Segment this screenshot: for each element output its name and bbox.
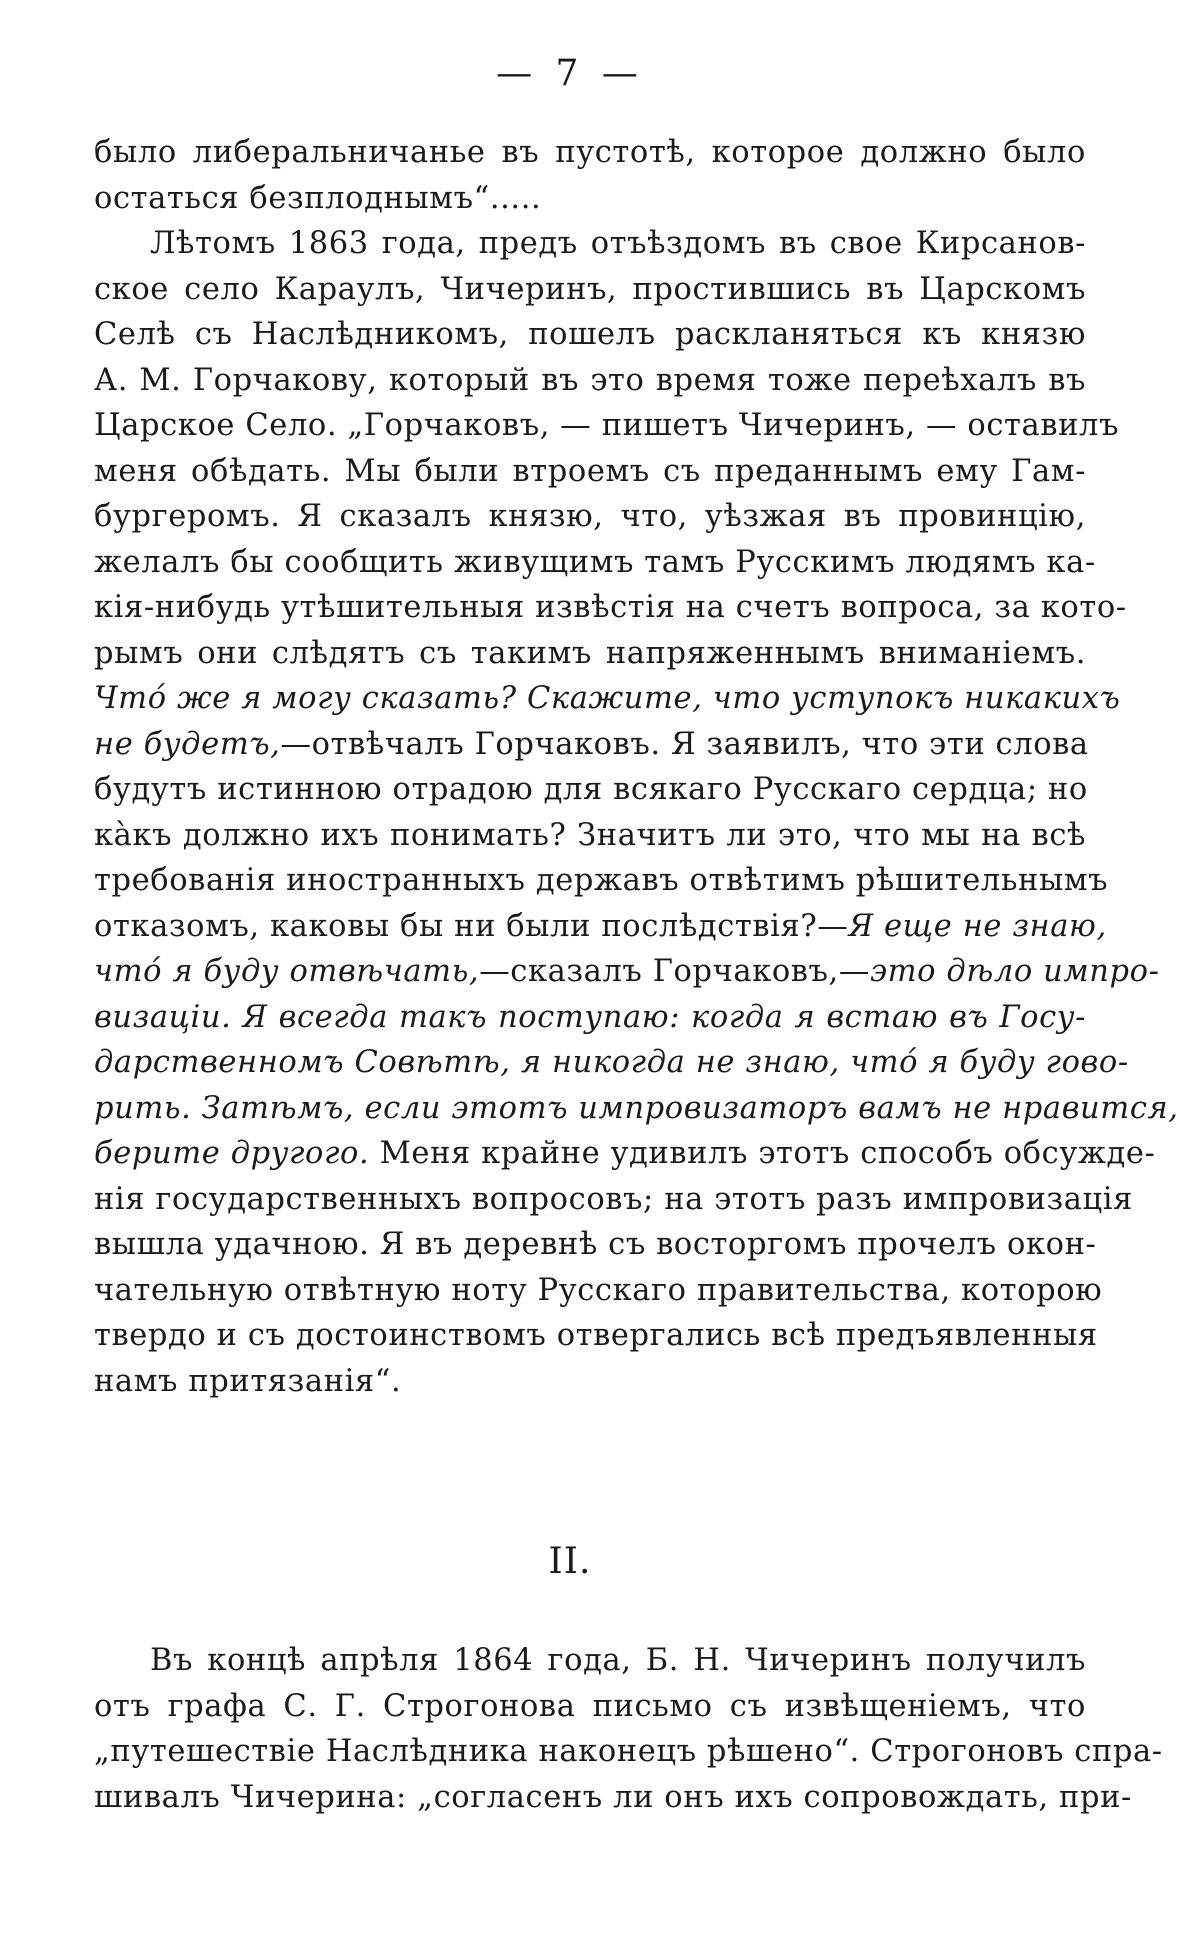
text-line: отъ графа С. Г. Строгонова письмо съ извѣщеніемъ, что xyxy=(94,1688,1086,1724)
italic-quote: визаціи. Я всегда такъ поступаю: когда я встаю въ Госу- xyxy=(94,999,1086,1035)
text-line: было либеральничанье въ пустотѣ, которое должно было xyxy=(94,135,1086,170)
text-block-top xyxy=(94,130,1179,1404)
text-block-bottom xyxy=(94,1638,1163,1820)
italic-quote: рить. Затѣмъ, если этотъ импровизаторъ вамъ не нравится, xyxy=(94,1090,1179,1126)
text-line xyxy=(94,676,1121,722)
text-line: намъ притязанія“. xyxy=(94,1363,402,1399)
text-line: бургеромъ. Я сказалъ князю, что, уѣзжая въ провинцію, xyxy=(94,499,1086,534)
italic-quote: чтó я буду отвѣчать, xyxy=(94,954,480,989)
text-line: чательную отвѣтную ноту Русскаго правительства, которою xyxy=(94,1272,1103,1308)
italic-quote: это дѣло импро- xyxy=(869,954,1160,989)
text-line xyxy=(94,995,1086,1041)
text-line: кія-нибудь утѣшительныя извѣстія на счетъ вопроса, за кото- xyxy=(94,590,1127,625)
text-line: А. М. Горчакову, который въ это время тоже переѣхалъ въ xyxy=(94,362,1086,398)
text-line: рымъ они слѣдятъ съ такимъ напряженнымъ вниманіемъ. xyxy=(94,635,1086,671)
text-line: будутъ истинною отрадою для всякаго Русскаго сердца; но xyxy=(94,772,1088,807)
text-line: Въ концѣ апрѣля 1864 года, Б. Н. Чичеринъ получилъ xyxy=(150,1643,1086,1678)
italic-quote: Я еще не знаю, xyxy=(848,908,1107,944)
italic-quote: берите другого. xyxy=(94,1136,370,1171)
text-line: нія государственныхъ вопросовъ; на этотъ разъ импровизація xyxy=(94,1181,1133,1217)
text-line: твердо и съ достоинствомъ отвергались всѣ предъявленныя xyxy=(94,1318,1098,1353)
text-line: не будетъ,—отвѣчалъ Горчаковъ. Я заявилъ, что эти слова xyxy=(94,726,1089,762)
text-line: Лѣтомъ 1863 года, предъ отъѣздомъ въ свое Кирсанов- xyxy=(150,226,1086,261)
text-line: Царское Село. „Горчаковъ, — пишетъ Чичеринъ, — оставилъ xyxy=(94,408,1119,443)
italic-quote: дарственномъ Совѣтѣ, я никогда не знаю, чтó я буду гово- xyxy=(94,1045,1129,1080)
text-line: берите другого. Меня крайне удивилъ этотъ способъ обсужде- xyxy=(94,1136,1156,1171)
text-line: меня обѣдать. Мы были втроемъ съ преданнымъ ему Гам- xyxy=(94,453,1086,489)
page-number: — 7 — xyxy=(496,53,644,94)
text-line: желалъ бы сообщить живущимъ тамъ Русскимъ людямъ ка- xyxy=(94,544,1096,580)
text-line: „путешествіе Наслѣдника наконецъ рѣшено“. Строгоновъ спра- xyxy=(94,1734,1163,1769)
text-line: шивалъ Чичерина: „согласенъ ли онъ ихъ сопровождать, при- xyxy=(94,1779,1132,1815)
text-line: остаться безплоднымъ“..... xyxy=(94,180,542,216)
text-line: вышла удачною. Я въ деревнѣ съ восторгомъ прочелъ окон- xyxy=(94,1227,1097,1262)
section-heading: II. xyxy=(548,1541,592,1582)
italic-quote: Чтó же я могу сказать? Скажите, что уступокъ никакихъ xyxy=(94,681,1121,716)
text-line: отказомъ, каковы бы ни были послѣдствія?—Я еще не знаю, xyxy=(94,908,1107,944)
text-line: ское село Караулъ, Чичеринъ, простившись въ Царскомъ xyxy=(94,271,1086,307)
text-line: Селѣ съ Наслѣдникомъ, пошелъ раскланяться къ князю xyxy=(94,317,1086,352)
text-line xyxy=(94,1040,1129,1086)
italic-quote: не будетъ, xyxy=(94,726,281,762)
text-line: кàкъ должно ихъ понимать? Значитъ ли это, что мы на всѣ xyxy=(94,817,1086,853)
text-line xyxy=(94,1086,1179,1132)
text-line: чтó я буду отвѣчать,—сказалъ Горчаковъ,—это дѣло импро- xyxy=(94,954,1160,989)
text-line: требованія иностранныхъ державъ отвѣтимъ рѣшительнымъ xyxy=(94,863,1109,898)
